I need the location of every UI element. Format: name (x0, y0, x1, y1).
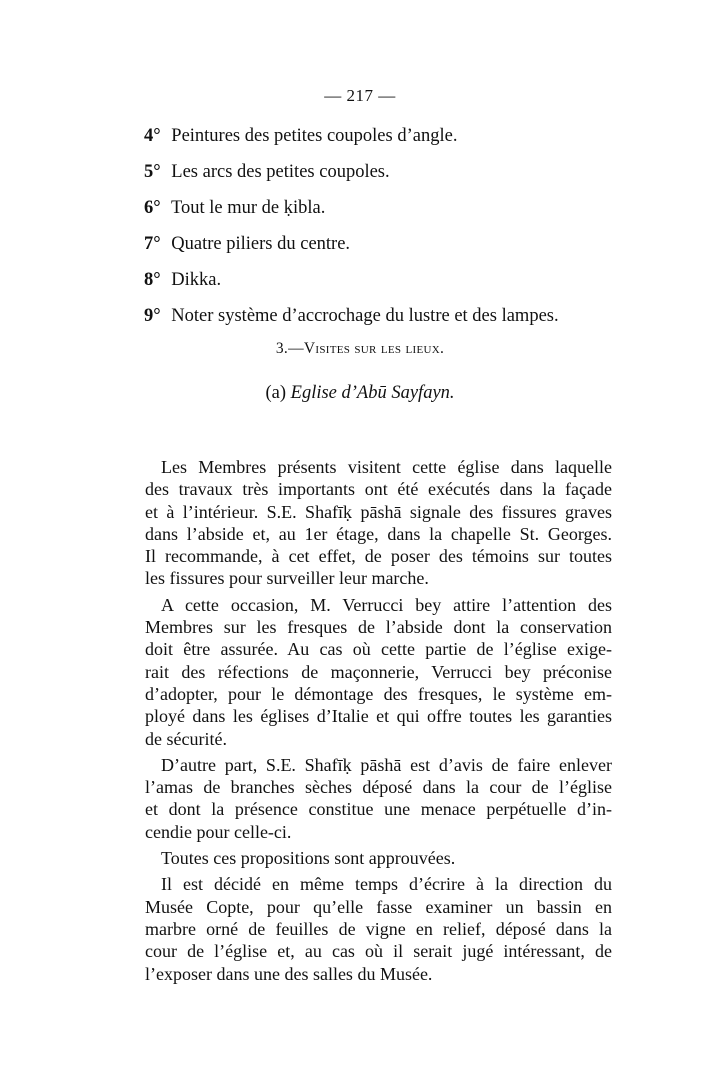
subsection-label: (a) (265, 383, 287, 403)
list-item-number: 5° (144, 162, 161, 182)
numbered-list (144, 118, 624, 334)
text-line: les fissures pour surveiller leur marche. (145, 568, 429, 589)
list-item-text: Noter système d’accrochage du lustre et des lampes. (171, 306, 559, 326)
list-item-text: Tout le mur de ḳibla. (170, 198, 326, 218)
text-line: doit être assurée. Au cas où cette partie de l’église exige- (145, 639, 612, 660)
subsection-title: Eglise d’Abū Sayfayn. (290, 383, 455, 403)
list-item-number: 6° (144, 198, 161, 218)
list-item-text: Dikka. (171, 270, 222, 290)
text-line: marbre orné de feuilles de vigne en relief, déposé dans la (145, 918, 612, 939)
text-line: cendie pour celle-ci. (145, 821, 292, 842)
text-line: cour de l’église et, au cas où il serait jugé intéressant, de (145, 941, 612, 962)
text-line: D’autre part, S.E. Shafīḳ pāshā est d’avis de faire enlever (161, 754, 612, 775)
text-line: Toutes ces propositions sont approuvées. (161, 848, 456, 869)
text-line: Musée Copte, pour qu’elle fasse examiner un bassin en (145, 896, 612, 917)
text-line: l’exposer dans une des salles du Musée. (145, 963, 433, 984)
list-item-text: Les arcs des petites coupoles. (171, 162, 390, 182)
paragraph (129, 873, 612, 984)
list-item (144, 154, 624, 190)
list-item (144, 226, 624, 262)
text-line: Membres sur les fresques de l’abside dont la conservation (145, 617, 612, 638)
text-line: rait des réfections de maçonnerie, Verrucci bey préconise (145, 661, 612, 682)
text-line: Il est décidé en même temps d’écrire à la direction du (161, 874, 612, 895)
paragraph (129, 847, 612, 869)
paragraph (129, 754, 612, 843)
list-item (144, 262, 624, 298)
list-item-text: Quatre piliers du centre. (171, 234, 351, 254)
text-line: dans l’abside et, au 1er étage, dans la chapelle St. Georges. (145, 523, 612, 544)
text-line: et à l’intérieur. S.E. Shafīḳ pāshā signale des fissures graves (145, 501, 612, 522)
list-item-number: 9° (144, 306, 161, 326)
list-item-text: Peintures des petites coupoles d’angle. (171, 126, 458, 146)
text-line: et dont la présence constitue une menace perpétuelle d’in- (145, 799, 612, 820)
body-text (129, 456, 612, 989)
text-line: de sécurité. (145, 728, 227, 749)
paragraph (129, 594, 612, 750)
list-item (144, 190, 624, 226)
list-item (144, 118, 624, 154)
text-line: d’adopter, pour le démontage des fresques, le système em- (145, 683, 612, 704)
paragraph (129, 456, 612, 590)
list-item-number: 8° (144, 270, 161, 290)
text-line: l’amas de branches sèches déposé dans la cour de l’église (145, 777, 612, 798)
list-item-number: 4° (144, 126, 161, 146)
text-line: des travaux très importants ont été exécutés dans la façade (145, 479, 612, 500)
list-item-number: 7° (144, 234, 161, 254)
section-heading: 3.—Visites sur les lieux. (275, 340, 445, 357)
subsection-heading (0, 383, 720, 404)
text-line: A cette occasion, M. Verrucci bey attire l’attention des (161, 594, 612, 615)
text-line: ployé dans les églises d’Italie et qui offre toutes les garanties (145, 706, 612, 727)
page-number: — 217 — (324, 86, 396, 105)
text-line: Il recommande, à cet effet, de poser des témoins sur toutes (145, 546, 612, 567)
text-line: Les Membres présents visitent cette église dans laquelle (161, 457, 612, 477)
list-item (144, 298, 624, 334)
